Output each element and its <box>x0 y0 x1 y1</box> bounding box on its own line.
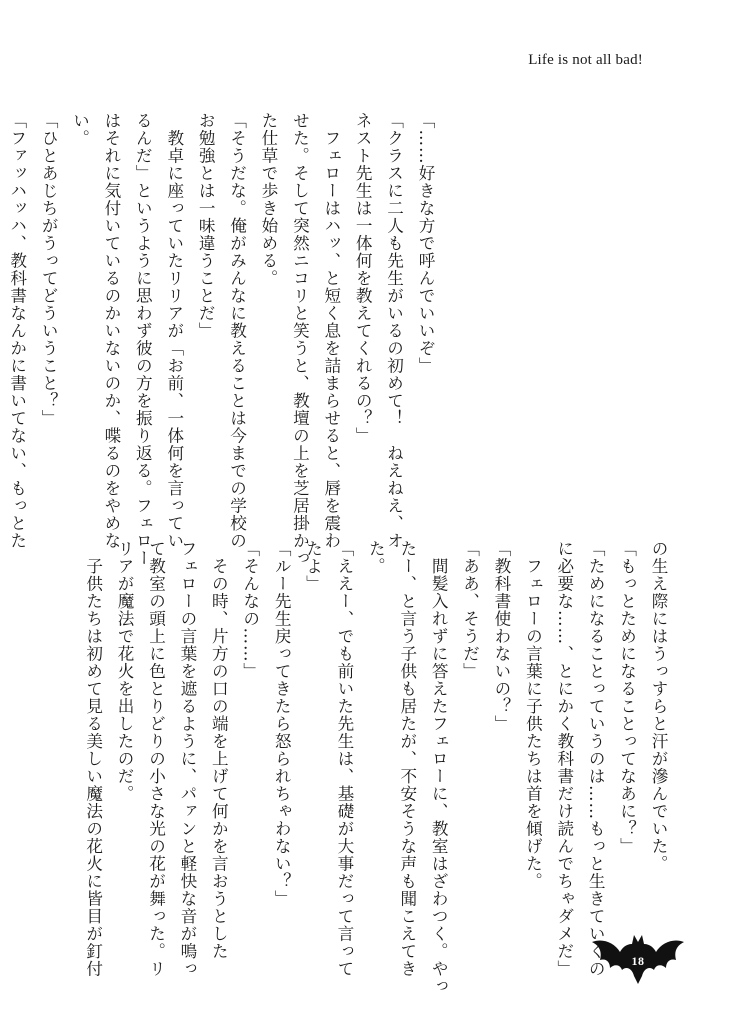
text-line: の生え際にはうっすらと汗が滲んでいた。 <box>649 540 668 873</box>
text-line: 「そうだな。俺がみんなに教えることは今までの学校の <box>227 112 247 550</box>
text-line: その時、片方の口の端を上げて何かを言おうとした <box>209 540 229 960</box>
text-line: に必要な……、とにかく教科書だけ読んでちゃダメだ」 <box>554 540 574 978</box>
text-line: ネスト先生は一体何を教えてくれるの？」 <box>353 112 373 445</box>
text-line: 「ルー先生戻ってきたら怒られちゃわない？」 <box>272 540 292 908</box>
text-line: せた。そして突然ニコリと笑うと、教壇の上を芝居掛かっ <box>290 112 310 567</box>
text-line: 子供たちは初めて見る美しい魔法の花火に皆目が釘付 <box>83 540 103 978</box>
text-line: リアが魔法で花火を出したのだ。 <box>115 540 135 803</box>
text-line: い。 <box>70 112 90 147</box>
text-line: 「クラスに二人も先生がいるの初めて！ ねえねえ、オ <box>384 112 404 550</box>
text-line: 「そんなの……」 <box>240 540 260 680</box>
text-line: 「もっとためになることってなあに？」 <box>617 540 637 855</box>
page-number-ornament <box>590 932 686 988</box>
text-line: はそれに気付いているのかいないのか、喋るのをやめな <box>101 112 121 550</box>
page-number: 18 <box>631 954 645 968</box>
text-line: お勉強とは一味違うことだ」 <box>196 112 216 340</box>
text-line: 「ひとあじちがうってどういうこと？」 <box>39 112 59 427</box>
text-line: たー、と言う子供も居たが、不安そうな声も聞こえてき <box>397 540 417 978</box>
text-line: た仕草で歩き始める。 <box>258 112 278 287</box>
text-line: 間髪入れずに答えたフェローに、教室はざわつく。やっ <box>429 540 449 995</box>
text-line: 「ええー、でも前いた先生は、基礎が大事だって言って <box>334 540 354 978</box>
text-line: フェローはハッ、と短く息を詰まらせると、唇を震わ <box>321 112 341 550</box>
text-line: たよ」 <box>303 540 323 593</box>
text-line: 「教科書使わないの？」 <box>491 540 511 733</box>
text-line: 教卓に座っていたリリアが「お前、一体何を言ってい <box>164 112 184 550</box>
running-head: Life is not all bad! <box>528 52 643 68</box>
text-line: 「ファッハッハ、教科書なんかに書いてない、もっとた <box>7 112 27 550</box>
text-line: フェローの言葉を遮るように、パァンと軽快な音が鳴っ <box>177 540 197 978</box>
text-line: 「……好きな方で呼んでいいぞ」 <box>416 112 435 375</box>
text-line: 「ああ、そうだ」 <box>460 540 480 680</box>
text-line: て教室の頭上に色とりどりの小さな光の花が舞った。リ <box>146 540 166 978</box>
text-line: フェローの言葉に子供たちは首を傾げた。 <box>523 540 543 890</box>
text-line: るんだ」というように思わず彼の方を振り返る。フェロー <box>133 112 153 567</box>
text-line: 「ためになることっていうのは……もっと生きていくの <box>586 540 606 978</box>
text-line: た。 <box>366 540 386 575</box>
